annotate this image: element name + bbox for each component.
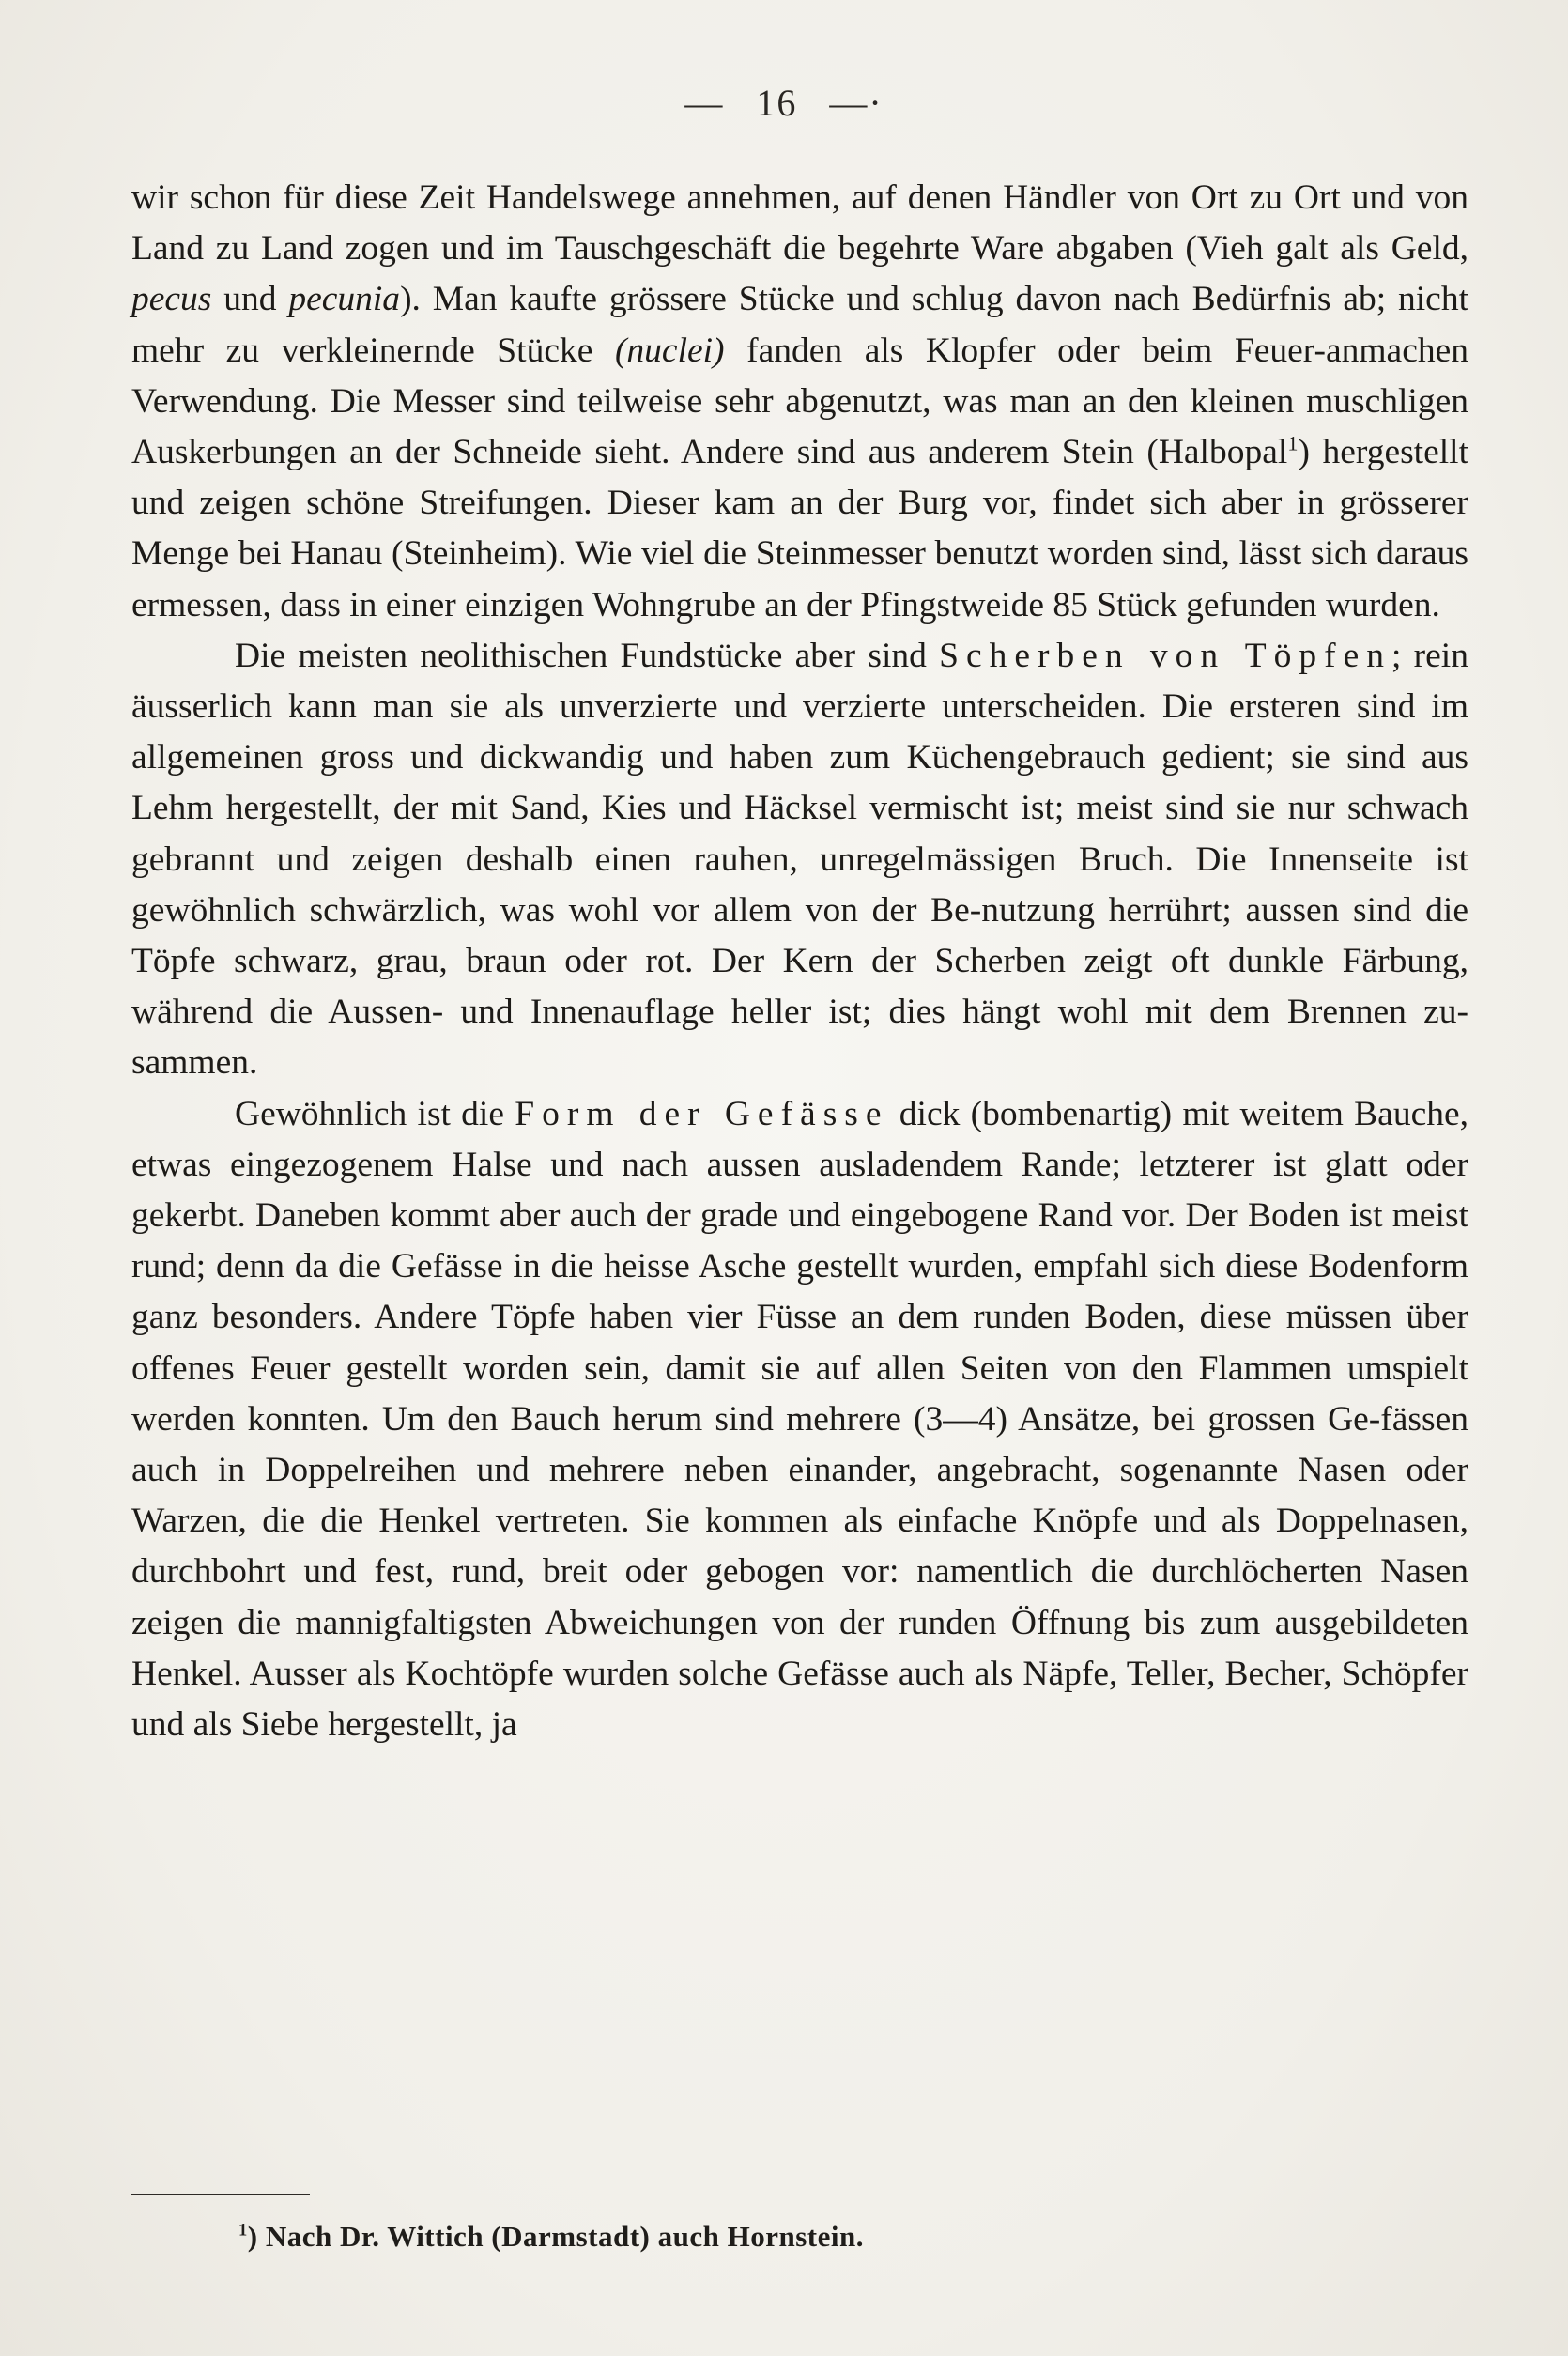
term-pecunia: pecunia: [288, 280, 401, 319]
emphasis-form-der-gefaesse: Form der Gefässe: [515, 1094, 889, 1133]
paragraph-1-text-a: wir schon für diese Zeit Handelswege annehmen, auf denen Händler von Ort zu Ort und von Land zu Land zogen und im Tauschgeschäft die begehrte Ware abgaben (Vieh galt als Geld,: [131, 178, 1468, 269]
term-pecus: pecus: [131, 280, 212, 319]
paragraph-1-text-c: ). Man kaufte grössere Stücke und schlug davon nach Bedürfnis ab; nicht mehr zu verkleinernde Stücke: [131, 280, 1468, 370]
paragraph-1: [131, 173, 1468, 631]
footnote-text: ) Nach Dr. Wittich (Darmstadt) auch Hornstein.: [247, 2220, 864, 2253]
paragraph-3-text-b: dick (bombenartig) mit weitem Bauche, etwas eingezogenem Halse und nach aussen ausladendem Rande; letzterer ist glatt oder gekerbt. Daneben kommt aber auch der grade und eingebogene Rand vor. Der Boden ist meist rund; denn da die Gefässe in die heisse Asche gestellt wurden, empfahl sich diese Bodenform ganz besonders. Andere Töpfe haben vier Füsse an dem runden Boden, diese müssen über offenes Feuer gestellt worden sein, damit sie auf allen Seiten von den Flammen umspielt werden konnten. Um den Bauch herum sind mehrere (3—4) Ansätze, bei grossen Ge-fässen auch in Doppelreihen und mehrere neben einander, angebracht, sogenannte Nasen oder Warzen, die die Henkel vertreten. Sie kommen als einfache Knöpfe und als Doppelnasen, durchbohrt und fest, rund, breit oder gebogen vor: namentlich die durchlöcherten Nasen zeigen die mannigfaltigsten Abweichungen von der runden Öffnung bis zum ausgebildeten Henkel. Ausser als Kochtöpfe wurden solche Gefässe auch als Näpfe, Teller, Becher, Schöpfer und als Siebe hergestellt, ja: [131, 1094, 1468, 1745]
paragraph-3-text-a: Gewöhnlich ist die: [235, 1094, 515, 1133]
page-header: [0, 81, 1568, 125]
paragraph-2-text-a: Die meisten neolithischen Fundstücke aber sind: [235, 636, 940, 675]
paragraph-1-text-b: und: [211, 280, 289, 319]
body-text: [131, 173, 1468, 1750]
paragraph-1-text-d: fanden als Klopfer oder beim Feuer-anmachen Verwendung. Die Messer sind teilweise sehr abgenutzt, was man an den kleinen muschligen Auskerbungen an der Schneide sieht. Andere sind aus anderem Stein (Halbopal: [131, 331, 1468, 472]
paragraph-1-text-e: ) hergestellt und zeigen schöne Streifungen. Dieser kam an der Burg vor, findet sich aber in grösserer Menge bei Hanau (Steinheim). Wie viel die Steinmesser benutzt worden sind, lässt sich daraus ermessen, dass in einer einzigen Wohngrube an der Pfingstweide 85 Stück gefunden wurden.: [131, 433, 1469, 624]
footnote: [238, 2220, 864, 2254]
paragraph-3: [131, 1089, 1468, 1751]
footnote-marker: 1: [238, 2220, 248, 2241]
paragraph-2: [131, 631, 1468, 1089]
page-number: 16: [756, 82, 798, 124]
header-dash-left: —: [684, 82, 725, 124]
emphasis-scherben: Scherben von Töpfen: [939, 636, 1392, 675]
footnote-divider: [131, 2194, 310, 2195]
header-dash-right: —·: [829, 82, 884, 124]
paragraph-2-text-b: ; rein äusserlich kann man sie als unverzierte und verzierte unterscheiden. Die ersteren sind im allgemeinen gross und dickwandig und haben zum Küchengebrauch gedient; sie sind aus Lehm hergestellt, der mit Sand, Kies und Häcksel vermischt ist; meist sind sie nur schwach gebrannt und zeigen deshalb einen rauhen, unregelmässigen Bruch. Die Innenseite ist gewöhnlich schwärzlich, was wohl vor allem von der Be-nutzung herrührt; aussen sind die Töpfe schwarz, grau, braun oder rot. Der Kern der Scherben zeigt oft dunkle Färbung, während die Aussen- und Innenauflage heller ist; dies hängt wohl mit dem Brennen zu-sammen.: [131, 636, 1468, 1083]
term-nuclei: (nuclei): [614, 331, 725, 370]
footnote-reference: 1: [1287, 431, 1299, 455]
